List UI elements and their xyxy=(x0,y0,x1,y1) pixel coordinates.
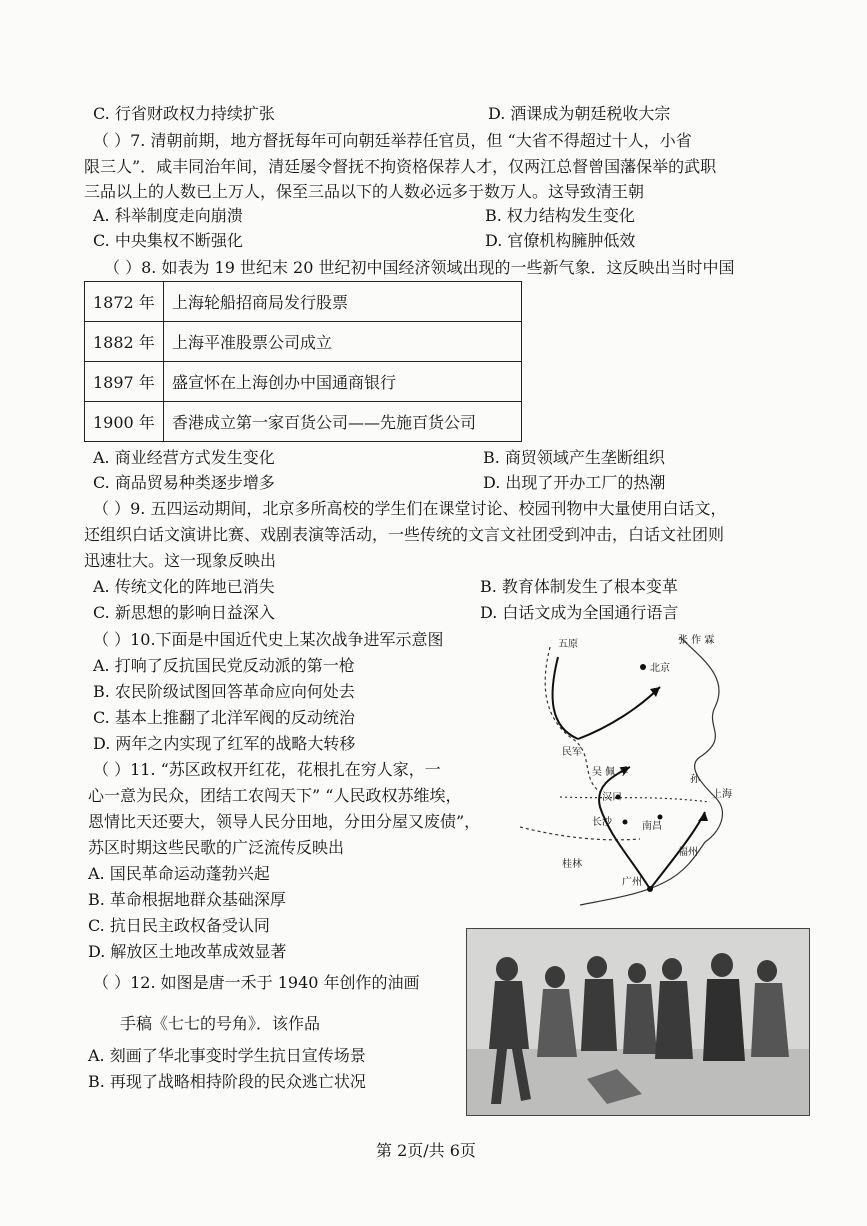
q8-table xyxy=(84,281,522,442)
map-label: 福州 xyxy=(678,847,698,858)
table-event: 上海平准股票公司成立 xyxy=(164,322,522,362)
option-c-q6: C. 行省财政权力持续扩张 xyxy=(93,104,275,123)
q11-option-d: D. 解放区土地改革成效显著 xyxy=(88,942,287,961)
painting-graphic xyxy=(467,929,809,1115)
map-label: 长沙 xyxy=(592,817,612,828)
map-label: 五原 xyxy=(558,639,578,650)
city-dot xyxy=(640,664,646,670)
q9-option-a: A. 传统文化的阵地已消失 xyxy=(93,577,275,596)
q7-stem-line-3: 三品以上的人数已上万人，保至三品以下的人数必远多于数万人。这导致清王朝 xyxy=(84,182,645,201)
table-event: 上海轮船招商局发行股票 xyxy=(164,282,522,322)
q8-option-c: C. 商品贸易种类逐步增多 xyxy=(93,473,275,492)
q11-stem-line-4: 苏区时期这些民歌的广泛流传反映出 xyxy=(88,838,345,857)
q11-option-b: B. 革命根据地群众基础深厚 xyxy=(88,890,286,909)
city-dot xyxy=(647,886,653,892)
q12-stem-line-2: 手稿《七七的号角》．该作品 xyxy=(120,1014,321,1033)
table-year: 1882 年 xyxy=(85,322,164,362)
map-label: 民军 xyxy=(562,747,582,758)
q8-option-d: D. 出现了开办工厂的热潮 xyxy=(483,473,666,492)
city-dot xyxy=(658,815,663,820)
painting-image xyxy=(466,928,810,1116)
map-graphic xyxy=(500,627,768,923)
q9-stem-line-1: （ ）9. 五四运动期间，北京多所高校的学生们在课堂讨论、校园刊物中大量使用白话文， xyxy=(93,499,727,518)
option-d-q6: D. 酒课成为朝廷税收大宗 xyxy=(488,104,671,123)
route-arrow xyxy=(578,687,660,739)
q10-stem: （ ）10.下面是中国近代史上某次战争进军示意图 xyxy=(93,630,444,649)
q8-option-b: B. 商贸领域产生垄断组织 xyxy=(483,448,665,467)
q10-option-b: B. 农民阶级试图回答革命应向何处去 xyxy=(93,682,355,701)
q7-option-a: A. 科举制度走向崩溃 xyxy=(93,206,243,225)
table-event: 香港成立第一家百货公司——先施百货公司 xyxy=(164,402,522,442)
q11-stem-line-2: 心一意为民众，团结工农闯天下” “人民政权苏维埃， xyxy=(88,786,462,805)
q10-option-c: C. 基本上推翻了北洋军阀的反动统治 xyxy=(93,708,355,727)
q7-stem-line-2: 限三人”．咸丰同治年间，清廷屡令督抚不拘资格保荐人才，仅两江总督曾国藩保举的武职 xyxy=(84,157,717,176)
map-label: 广州 xyxy=(622,877,642,888)
q7-option-b: B. 权力结构发生变化 xyxy=(485,206,635,225)
arrowhead xyxy=(698,812,708,821)
q9-option-c: C. 新思想的影响日益深入 xyxy=(93,603,275,622)
q11-stem-line-3: 恩情比天还要大，领导人民分田地，分田分屋又废债”， xyxy=(88,812,481,831)
border-line xyxy=(520,827,640,840)
march-route-map xyxy=(500,627,768,923)
table-event: 盛宣怀在上海创办中国通商银行 xyxy=(164,362,522,402)
table-year: 1872 年 xyxy=(85,282,164,322)
table-year: 1900 年 xyxy=(85,402,164,442)
q8-stem: （ ）8. 如表为 19 世纪末 20 世纪初中国经济领域出现的一些新气象．这反映出当时中国 xyxy=(104,258,735,277)
map-label: 吴 佩 孚 xyxy=(592,767,629,778)
river-line xyxy=(560,797,710,802)
q9-stem-line-2: 还组织白话文演讲比赛、戏剧表演等活动，一些传统的文言文社团受到冲击，白话文社团则 xyxy=(84,525,725,544)
map-label: 上海 xyxy=(712,789,732,800)
q9-stem-line-3: 迅速壮大。这一现象反映出 xyxy=(84,551,277,570)
table-row xyxy=(85,322,522,362)
q11-option-a: A. 国民革命运动蓬勃兴起 xyxy=(88,864,270,883)
table-year: 1897 年 xyxy=(85,362,164,402)
city-dot xyxy=(623,820,628,825)
q8-option-a: A. 商业经营方式发生变化 xyxy=(93,448,275,467)
map-label: 张 作 霖 xyxy=(678,635,715,646)
q7-stem-line-1: （ ）7. 清朝前期，地方督抚每年可向朝廷举荐任官员，但 “大省不得超过十人，小省 xyxy=(93,131,692,150)
table-row xyxy=(85,402,522,442)
q12-stem-line-1: （ ）12. 如图是唐一禾于 1940 年创作的油画 xyxy=(93,973,420,992)
q10-option-a: A. 打响了反抗国民党反动派的第一枪 xyxy=(93,656,355,675)
q7-option-c: C. 中央集权不断强化 xyxy=(93,231,243,250)
q11-option-c: C. 抗日民主政权备受认同 xyxy=(88,916,270,935)
q12-option-b: B. 再现了战略相持阶段的民众逃亡状况 xyxy=(88,1072,366,1091)
q9-option-d: D. 白话文成为全国通行语言 xyxy=(480,603,679,622)
q10-option-d: D. 两年之内实现了红军的战略大转移 xyxy=(93,734,356,753)
q11-stem-line-1: （ ）11. “苏区政权开红花，花根扎在穷人家，一 xyxy=(93,760,441,779)
q7-option-d: D. 官僚机构臃肿低效 xyxy=(485,231,636,250)
route-arrow xyxy=(553,657,578,739)
map-label: 孙 xyxy=(690,774,700,785)
table-row xyxy=(85,362,522,402)
table-row xyxy=(85,282,522,322)
map-label: 桂林 xyxy=(562,859,582,870)
q9-option-b: B. 教育体制发生了根本变革 xyxy=(480,577,678,596)
q12-option-a: A. 刻画了华北事变时学生抗日宣传场景 xyxy=(88,1046,366,1065)
map-label: 汉口 xyxy=(602,792,622,803)
map-label: 北京 xyxy=(650,663,670,674)
map-label: 南昌 xyxy=(642,821,662,832)
page-footer: 第 2页/共 6页 xyxy=(376,1141,476,1160)
